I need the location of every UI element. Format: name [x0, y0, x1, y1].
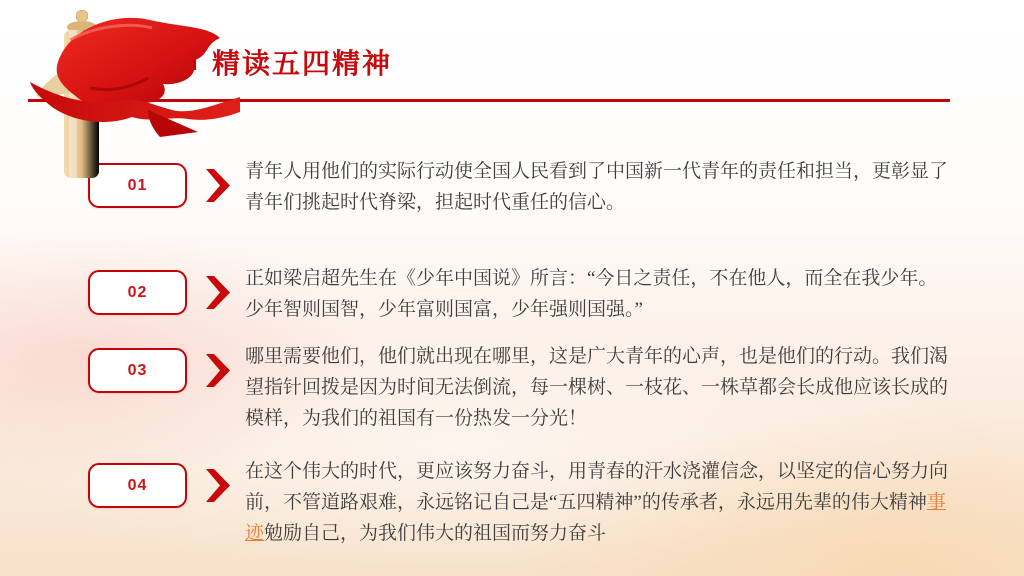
flag-and-column-decoration [0, 0, 240, 178]
item-text-before-link: 在这个伟大的时代，更应该努力奋斗，用青春的汗水浇灌信念，以坚定的信心努力向前，不管道路艰难，永远铭记自己是“五四精神”的传承者，永远用先辈的伟大精神 [245, 461, 949, 513]
badge-number: 01 [127, 176, 148, 194]
number-badge-03 [88, 348, 187, 393]
item-text [245, 456, 953, 549]
red-flag-icon [30, 18, 240, 137]
list-item-02 [88, 263, 953, 325]
badge-number: 04 [127, 476, 148, 494]
number-badge-04 [88, 463, 187, 508]
chevron-right-icon [206, 354, 230, 387]
item-text-after-link: 勉励自己，为我们伟大的祖国而努力奋斗 [264, 523, 607, 544]
list-item-03 [88, 341, 953, 434]
slide-title: 精读五四精神 [212, 48, 393, 79]
item-text: 正如梁启超先生在《少年中国说》所言：“今日之责任，不在他人，而全在我少年。少年智则国智，少年富则国富，少年强则国强。” [245, 268, 938, 320]
item-text: 青年人用他们的实际行动使全国人民看到了中国新一代青年的责任和担当，更彰显了青年们挑起时代脊梁，担起时代重任的信心。 [245, 161, 949, 213]
chevron-right-icon [206, 276, 230, 309]
number-badge-02 [88, 270, 187, 315]
item-text: 哪里需要他们，他们就出现在哪里，这是广大青年的心声，也是他们的行动。我们渴望指针回拨是因为时间无法倒流，每一棵树、一枝花、一株草都会长成他应该长成的模样，为我们的祖国有一份热发一分光！ [245, 346, 949, 429]
badge-number: 03 [127, 361, 148, 379]
list-item-04 [88, 456, 953, 549]
badge-number: 02 [127, 283, 148, 301]
chevron-right-icon [206, 469, 230, 502]
shiji-hyperlink[interactable]: 事迹 [245, 492, 946, 544]
